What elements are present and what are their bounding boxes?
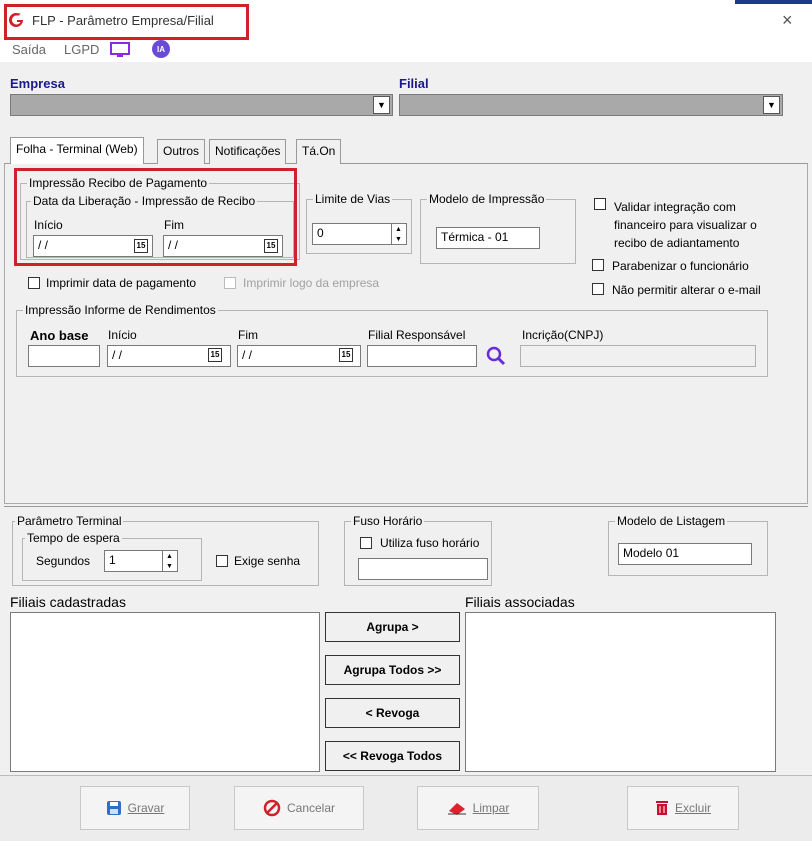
title-highlight-box xyxy=(4,4,249,40)
limpar-label: Limpar xyxy=(472,801,510,815)
empresa-select[interactable] xyxy=(10,94,393,116)
excluir-label: Excluir xyxy=(674,801,711,815)
modelo-listagem-legend: Modelo de Listagem xyxy=(617,514,726,528)
cancelar-button[interactable] xyxy=(234,786,364,830)
tab-notificacoes[interactable]: Notificações xyxy=(209,139,286,164)
spin-arrows-icon[interactable]: ▲ ▼ xyxy=(391,224,405,244)
inscricao-field xyxy=(520,345,756,367)
filial-select[interactable] xyxy=(399,94,783,116)
save-icon xyxy=(106,800,122,816)
filiais-associadas-label: Filiais associadas xyxy=(465,594,575,610)
inscricao-label: Incrição(CNPJ) xyxy=(522,328,604,342)
revoga-todos-button[interactable]: << Revoga Todos xyxy=(325,741,460,771)
agrupa-todos-button[interactable]: Agrupa Todos >> xyxy=(325,655,460,685)
chevron-down-icon[interactable]: ▼ xyxy=(373,96,390,114)
fim-label: Fim xyxy=(164,218,184,232)
recibo-fim-field[interactable]: / / xyxy=(163,235,283,257)
modelo-impressao-select[interactable]: Térmica - 01 xyxy=(436,227,540,249)
calendar-icon[interactable]: 15 xyxy=(208,348,222,362)
ano-base-label: Ano base xyxy=(30,328,89,343)
informe-fim-field[interactable]: / / xyxy=(237,345,361,367)
menu-saida[interactable]: Saída xyxy=(12,42,46,57)
parametro-terminal-legend: Parâmetro Terminal xyxy=(17,514,122,528)
limpar-button[interactable] xyxy=(417,786,539,830)
monitor-icon[interactable] xyxy=(110,42,130,58)
close-icon[interactable]: × xyxy=(782,10,793,30)
ia-assistant-icon[interactable]: IA xyxy=(152,40,170,58)
filial-label: Filial xyxy=(399,76,429,91)
menu-lgpd[interactable]: LGPD xyxy=(64,42,100,57)
exige-senha-checkbox[interactable] xyxy=(216,555,228,567)
filiais-cadastradas-list[interactable] xyxy=(10,612,320,772)
trash-icon xyxy=(655,800,669,816)
imprimir-logo-label: Imprimir logo da empresa xyxy=(243,276,380,290)
window-title: FLP - Parâmetro Empresa/Filial xyxy=(32,13,214,28)
window-edge-strip xyxy=(735,0,812,4)
data-liberacao-legend: Data da Liberação - Impressão de Recibo xyxy=(33,194,256,208)
tab-taon[interactable]: Tá.On xyxy=(296,139,341,164)
modelo-listagem-select[interactable]: Modelo 01 xyxy=(618,543,752,565)
nao-permitir-label: Não permitir alterar o e-mail xyxy=(612,283,761,297)
parabenizar-label: Parabenizar o funcionário xyxy=(612,259,749,273)
filiais-cadastradas-label: Filiais cadastradas xyxy=(10,594,126,610)
tab-folha-terminal[interactable]: Folha - Terminal (Web) xyxy=(10,137,144,164)
utiliza-fuso-checkbox[interactable] xyxy=(360,537,372,549)
modelo-impressao-legend: Modelo de Impressão xyxy=(429,192,545,206)
ano-base-field[interactable] xyxy=(28,345,100,367)
nao-permitir-checkbox[interactable] xyxy=(592,283,604,295)
inicio-label: Início xyxy=(34,218,63,232)
informe-fim-label: Fim xyxy=(238,328,258,342)
search-icon[interactable] xyxy=(485,345,507,367)
gravar-label: Gravar xyxy=(127,801,165,815)
segundos-spin-input[interactable]: 1 xyxy=(104,550,178,572)
segundos-label: Segundos xyxy=(36,554,91,568)
gravar-button[interactable] xyxy=(80,786,190,830)
informe-legend: Impressão Informe de Rendimentos xyxy=(25,303,216,317)
imprimir-data-checkbox[interactable] xyxy=(28,277,40,289)
excluir-button[interactable] xyxy=(627,786,739,830)
calendar-icon[interactable]: 15 xyxy=(339,348,353,362)
informe-inicio-field[interactable]: / / xyxy=(107,345,231,367)
filial-responsavel-label: Filial Responsável xyxy=(368,328,466,342)
utiliza-fuso-label: Utiliza fuso horário xyxy=(380,536,480,550)
informe-inicio-label: Início xyxy=(108,328,137,342)
filial-responsavel-field[interactable] xyxy=(367,345,477,367)
exige-senha-label: Exige senha xyxy=(234,554,301,568)
validar-checkbox[interactable] xyxy=(594,198,606,210)
recibo-legend: Impressão Recibo de Pagamento xyxy=(29,176,208,190)
validar-label: Validar integração com financeiro para visualizar o recibo de adiantamento xyxy=(614,200,757,250)
agrupa-button[interactable]: Agrupa > xyxy=(325,612,460,642)
tab-outros[interactable]: Outros xyxy=(157,139,205,164)
spin-arrows-icon[interactable]: ▲ ▼ xyxy=(162,551,176,571)
revoga-button[interactable]: < Revoga xyxy=(325,698,460,728)
parabenizar-checkbox[interactable] xyxy=(592,259,604,271)
cancel-icon xyxy=(263,799,281,817)
vias-spin-input[interactable]: 0 xyxy=(312,223,407,245)
empresa-label: Empresa xyxy=(10,76,65,91)
calendar-icon[interactable]: 15 xyxy=(134,239,148,253)
chevron-down-icon[interactable]: ▼ xyxy=(763,96,780,114)
fuso-horario-legend: Fuso Horário xyxy=(353,514,423,528)
filiais-associadas-list[interactable] xyxy=(465,612,776,772)
imprimir-logo-checkbox[interactable] xyxy=(224,277,236,289)
fuso-horario-select[interactable] xyxy=(358,558,488,580)
eraser-icon xyxy=(447,801,467,815)
recibo-highlight-box xyxy=(14,168,297,266)
calendar-icon[interactable]: 15 xyxy=(264,239,278,253)
vias-legend: Limite de Vias xyxy=(315,192,391,206)
cancelar-label: Cancelar xyxy=(286,801,336,815)
imprimir-data-label: Imprimir data de pagamento xyxy=(46,276,197,290)
tempo-espera-legend: Tempo de espera xyxy=(27,531,120,545)
recibo-inicio-field[interactable]: / / xyxy=(33,235,153,257)
